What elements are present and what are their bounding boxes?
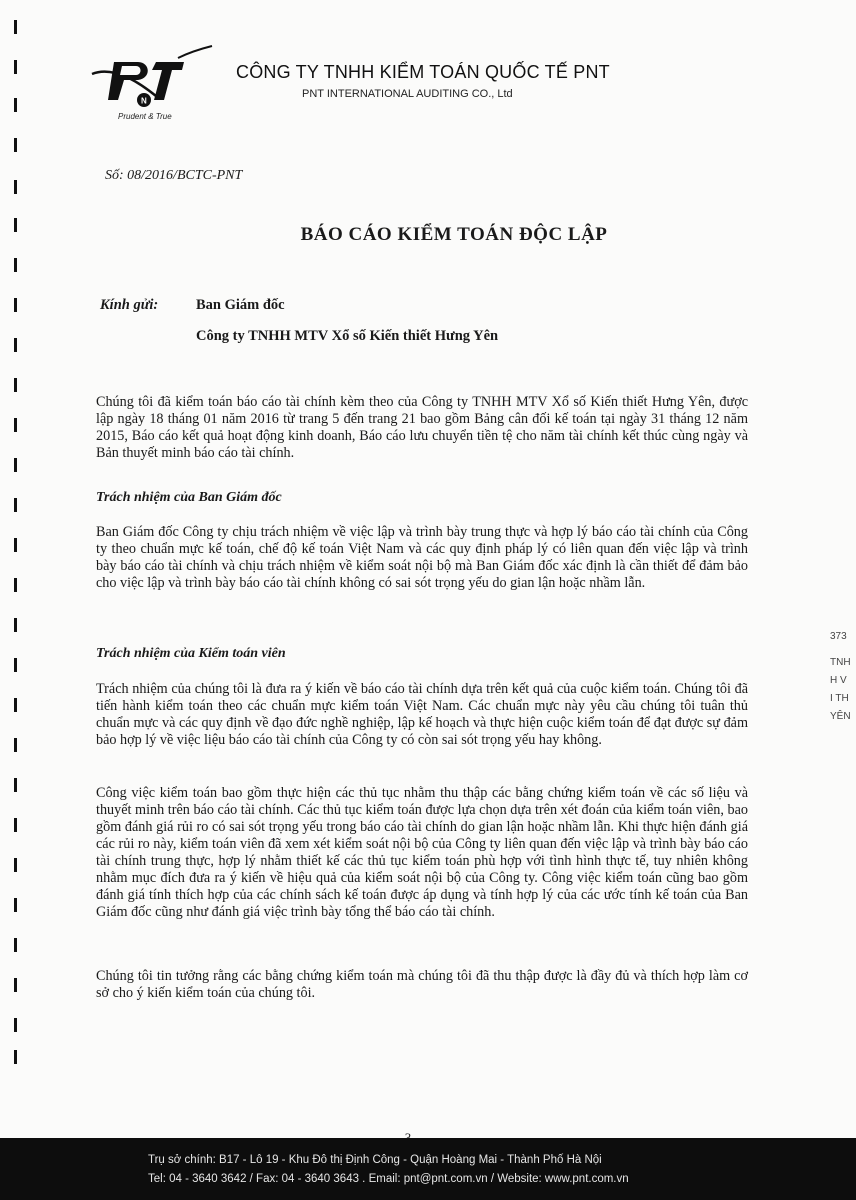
stamp-line: YÊN [830,711,851,722]
stamp-line: TNH [830,657,851,668]
footer-contact: Tel: 04 - 3640 3642 / Fax: 04 - 3640 3643 . Email: pnt@pnt.com.vn / Website: www.pnt.com.vn [148,1173,629,1185]
stamp-line: I TH [830,693,849,704]
auditor-paragraph-3: Chúng tôi tin tưởng rằng các bằng chứng kiểm toán mà chúng tôi đã thu thập được là đầy đủ và thích hợp làm cơ sở cho ý kiến kiểm toán của chúng tôi. [96,968,748,1001]
pnt-logo [86,44,216,122]
addressee-line-2: Công ty TNHH MTV Xổ số Kiến thiết Hưng Yên [196,328,499,344]
footer-address: Trụ sở chính: B17 - Lô 19 - Khu Đô thị Định Công - Quận Hoàng Mai - Thành Phố Hà Nội [148,1154,602,1166]
svg-text:N: N [141,96,147,106]
reference-number: Số: 08/2016/BCTC-PNT [105,168,243,183]
section-heading-management: Trách nhiệm của Ban Giám đốc [96,490,282,505]
stamp-line: 373 [830,631,847,642]
report-title: BÁO CÁO KIỂM TOÁN ĐỘC LẬP [300,224,608,245]
logo-tagline: Prudent & True [118,112,172,121]
stamp-line: H V [830,675,847,686]
company-name-vn: CÔNG TY TNHH KIỂM TOÁN QUỐC TẾ PNT [236,62,610,82]
stamp-fragment [826,505,856,795]
auditor-paragraph-1: Trách nhiệm của chúng tôi là đưa ra ý kiến về báo cáo tài chính dựa trên kết quả của cuộc kiểm toán. Chúng tôi đã tiến hành kiểm toán theo các chuẩn mực kiểm toán Việt Nam. Các chuẩn mực này yêu cầu chúng tôi tuân thủ chuẩn mực và các quy định về đạo đức nghề nghiệp, lập kế hoạch và thực hiện cuộc kiểm toán để đạt được sự đảm bảo hợp lý về việc liệu báo cáo tài chính của Công ty có còn sai sót trọng yếu hay không. [96,681,748,748]
intro-paragraph: Chúng tôi đã kiểm toán báo cáo tài chính kèm theo của Công ty TNHH MTV Xổ số Kiến thiết Hưng Yên, được lập ngày 18 tháng 01 năm 2016 từ trang 5 đến trang 21 bao gồm Bảng cân đối kế toán tại ngày 31 tháng 12 năm 2015, Báo cáo kết quả hoạt động kinh doanh, Báo cáo lưu chuyển tiền tệ cho năm tài chính kết thúc cùng ngày và Bản thuyết minh báo cáo tài chính. [96,394,748,461]
addressee-label: Kính gửi: [100,297,159,313]
auditor-paragraph-2: Công việc kiểm toán bao gồm thực hiện các thủ tục nhằm thu thập các bằng chứng kiểm toán về các số liệu và thuyết minh trên báo cáo tài chính. Các thủ tục kiểm toán được lựa chọn dựa trên xét đoán của kiểm toán viên, bao gồm đánh giá rủi ro có sai sót trọng yếu trong báo cáo tài chính do gian lận hoặc nhầm lẫn. Khi thực hiện đánh giá các rủi ro này, kiểm toán viên đã xem xét kiểm soát nội bộ của Công ty liên quan đến việc lập và trình bày báo cáo tài chính trung thực, hợp lý nhằm thiết kế các thủ tục kiểm toán phù hợp với tình hình thực tế, tuy nhiên không nhằm mục đích đưa ra ý kiến về hiệu quả của kiểm soát nội bộ của Công ty. Công việc kiểm toán cũng bao gồm đánh giá tính thích hợp của các chính sách kế toán được áp dụng và tính hợp lý của các ước tính kế toán của Ban Giám đốc cũng như đánh giá việc trình bày tổng thể báo cáo tài chính. [96,785,748,920]
footer-bar [0,1138,856,1200]
scan-punch-marks [14,20,24,1060]
management-paragraph: Ban Giám đốc Công ty chịu trách nhiệm về việc lập và trình bày trung thực và hợp lý báo cáo tài chính của Công ty theo chuẩn mực kế toán, chế độ kế toán Việt Nam và các quy định pháp lý có liên quan đến việc lập và trình bày báo cáo tài chính và chịu trách nhiệm về kiểm soát nội bộ mà Ban Giám đốc xác định là cần thiết để đảm bảo cho việc lập và trình bày báo cáo tài chính không có sai sót trọng yếu do gian lận hoặc nhầm lẫn. [96,524,748,591]
addressee-line-1: Ban Giám đốc [196,297,285,313]
section-heading-auditor: Trách nhiệm của Kiểm toán viên [96,646,286,661]
company-name-en: PNT INTERNATIONAL AUDITING CO., Ltd [302,88,513,100]
